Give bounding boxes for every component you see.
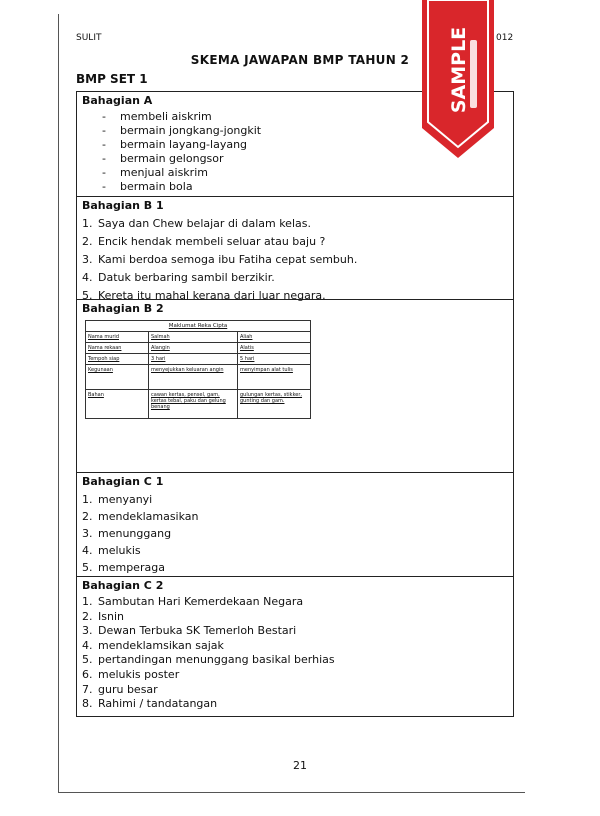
list-item: - bermain gelongsor bbox=[102, 152, 224, 165]
list-item: 3. Kami berdoa semoga ibu Fatiha cepat sembuh. bbox=[82, 253, 358, 266]
list-item: 8. Rahimi / tandatangan bbox=[82, 697, 218, 711]
list-item: 5. memperaga bbox=[82, 561, 165, 574]
list-item: 2. Encik hendak membeli seluar atau baju ? bbox=[82, 235, 326, 248]
list-item: 1. menyanyi bbox=[82, 493, 153, 506]
list-item: - menjual aiskrim bbox=[102, 166, 208, 179]
list-item: 7. guru besar bbox=[82, 682, 158, 696]
list-item: - bermain jongkang-jongkit bbox=[102, 124, 262, 137]
section-b2 bbox=[76, 300, 514, 473]
section-c2 bbox=[76, 577, 514, 717]
page-number: 21 bbox=[293, 759, 307, 772]
list-item: 1. Sambutan Hari Kemerdekaan Negara bbox=[82, 595, 304, 608]
table-row: Nama rekaan Alangin Alatis bbox=[86, 343, 311, 354]
table-row: Kegunaan menyejukkan keluaran angin menyimpan alat tulis bbox=[86, 365, 311, 390]
list-item: 1. Saya dan Chew belajar di dalam kelas. bbox=[82, 217, 311, 230]
section-c1-title: Bahagian C 1 bbox=[82, 475, 164, 488]
section-b2-title: Bahagian B 2 bbox=[82, 302, 164, 315]
section-c1-list bbox=[82, 491, 508, 576]
reka-cipta-table bbox=[85, 320, 311, 419]
list-item: 5. pertandingan menunggang basikal berhias bbox=[82, 653, 335, 667]
header-left: SULIT bbox=[76, 33, 102, 43]
list-item: - membeli aiskrim bbox=[102, 110, 212, 123]
document-title: SKEMA JAWAPAN BMP TAHUN 2 bbox=[190, 53, 410, 67]
section-c1 bbox=[76, 473, 514, 577]
set-label: BMP SET 1 bbox=[76, 72, 148, 86]
section-b1 bbox=[76, 197, 514, 300]
sample-ribbon-icon bbox=[420, 0, 496, 160]
section-b1-list bbox=[82, 215, 508, 305]
list-item: - bermain layang-layang bbox=[102, 138, 248, 151]
list-item: 2. Isnin bbox=[82, 609, 124, 623]
list-item: 2. mendeklamasikan bbox=[82, 510, 199, 523]
table-row: Nama murid Salmah Aliah bbox=[86, 332, 311, 343]
list-item: 4. Datuk berbaring sambil berzikir. bbox=[82, 271, 275, 284]
list-item: 3. Dewan Terbuka SK Temerloh Bestari bbox=[82, 624, 297, 638]
section-a-title: Bahagian A bbox=[82, 94, 153, 107]
watermark-text: SAMPLE bbox=[448, 26, 470, 114]
list-item: 3. menunggang bbox=[82, 527, 172, 540]
list-item: 4. melukis bbox=[82, 544, 141, 557]
list-item: 6. melukis poster bbox=[82, 667, 180, 681]
table-row: Bahan cawan kertas, pensel, gam, kertas tebal, paku dan gelung benang gulungan kertas, stikker, gunting dan gam. bbox=[86, 390, 311, 419]
section-c2-list bbox=[82, 595, 508, 712]
list-item: 5. Kereta itu mahal kerana dari luar negara. bbox=[82, 289, 326, 302]
section-c2-title: Bahagian C 2 bbox=[82, 579, 164, 592]
table-caption: Maklumat Reka Cipta bbox=[86, 321, 311, 332]
list-item: - bermain bola bbox=[102, 180, 193, 193]
list-item: 4. mendeklamsikan sajak bbox=[82, 638, 224, 652]
table-row: Tempoh siap 3 hari 5 hari bbox=[86, 354, 311, 365]
section-b1-title: Bahagian B 1 bbox=[82, 199, 164, 212]
header-right: 012 bbox=[496, 33, 514, 43]
